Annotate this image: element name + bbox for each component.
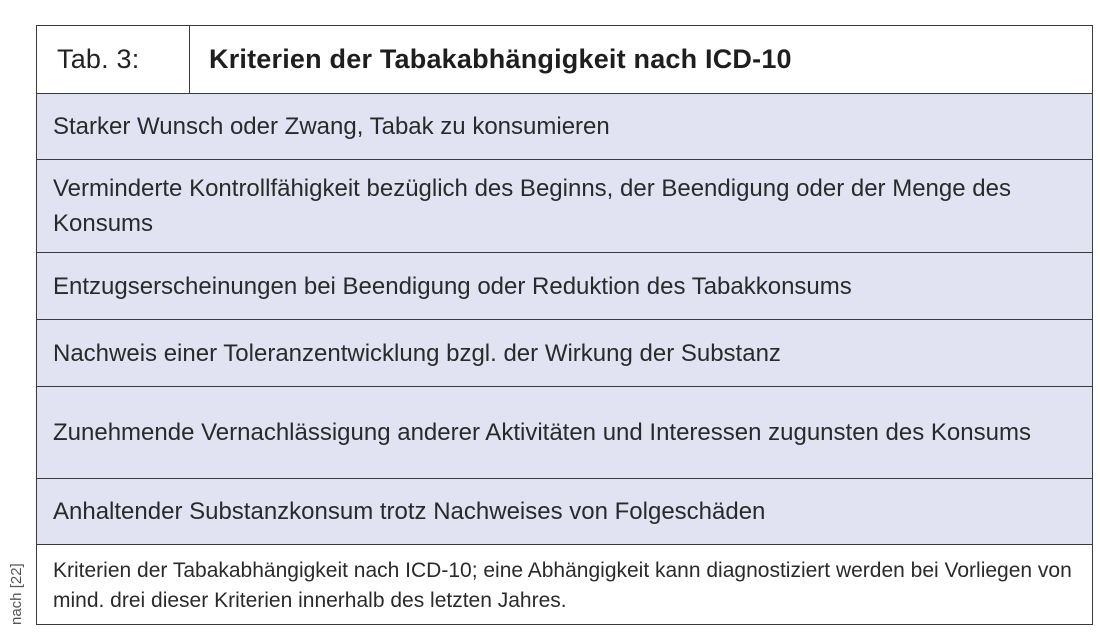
- criterion-row: Zunehmende Vernachlässigung anderer Aktivitäten und Interessen zugunsten des Konsums: [37, 387, 1092, 479]
- criterion-row: Nachweis einer Toleranzentwicklung bzgl. der Wirkung der Substanz: [37, 320, 1092, 387]
- table-header: [37, 26, 1092, 94]
- criteria-table: [36, 25, 1093, 625]
- table-number: Tab. 3:: [37, 26, 190, 93]
- source-citation: nach [22]: [8, 563, 25, 625]
- criterion-row: Verminderte Kontrollfähigkeit bezüglich des Beginns, der Beendigung oder der Menge des Konsums: [37, 160, 1092, 253]
- criterion-row: Anhaltender Substanzkonsum trotz Nachweises von Folgeschäden: [37, 479, 1092, 545]
- table-title: Kriterien der Tabakabhängigkeit nach ICD-10: [209, 44, 792, 74]
- table-footnote: Kriterien der Tabakabhängigkeit nach ICD-10; eine Abhängigkeit kann diagnostiziert werden bei Vorliegen von mind. drei dieser Kriterien innerhalb des letzten Jahres.: [37, 545, 1092, 624]
- criterion-row: Entzugserscheinungen bei Beendigung oder Reduktion des Tabakkonsums: [37, 253, 1092, 320]
- criterion-row: Starker Wunsch oder Zwang, Tabak zu konsumieren: [37, 94, 1092, 160]
